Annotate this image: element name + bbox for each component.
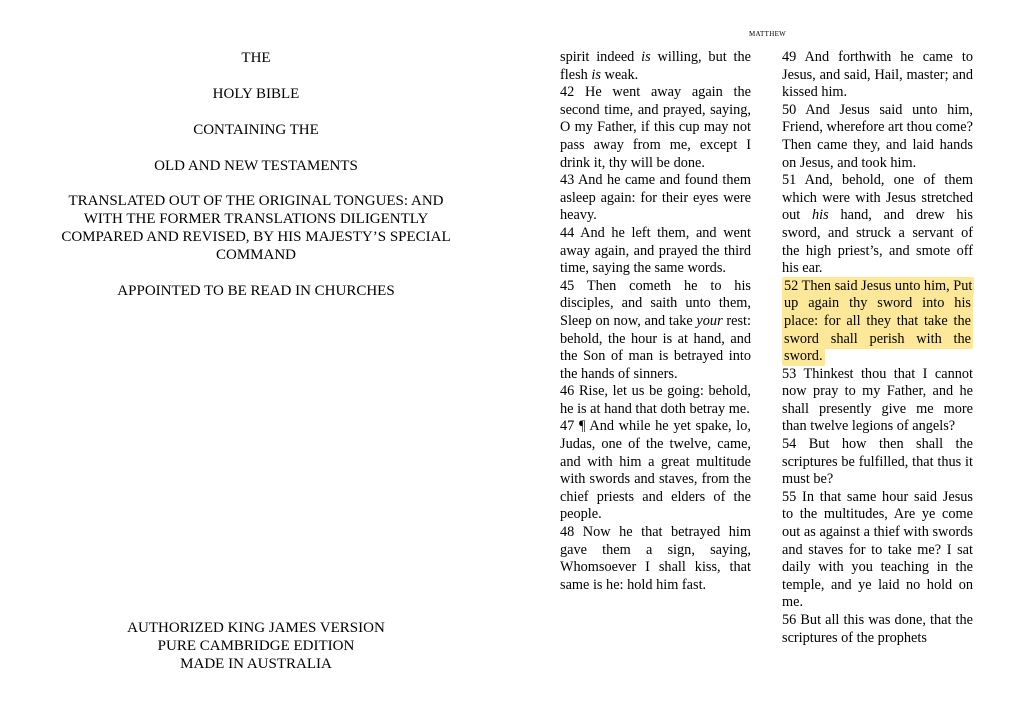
verse-44: 44 And he left them, and went away again, and prayed the third time, saying the same words.	[560, 224, 751, 277]
verse-41-end: spirit indeed is willing, but the flesh is weak.	[560, 49, 751, 83]
title-translated-line-3: COMPARED AND REVISED, BY HIS MAJESTY’S SPECIAL	[61, 229, 451, 245]
title-containing: CONTAINING THE	[193, 122, 319, 138]
title-testaments: OLD AND NEW TESTAMENTS	[154, 158, 358, 174]
verse-54: 54 But how then shall the scriptures be fulfilled, that thus it must be?	[782, 436, 973, 488]
text-column-right	[782, 49, 973, 647]
highlight-mark[interactable]: 52 Then said Jesus unto him, Put up again thy sword into his place: for all they that take the sword shall perish with the sword.	[784, 277, 973, 365]
verse-53: 53 Thinkest thou that I cannot now pray to my Father, and he shall presently give me more than twelve legions of angels?	[782, 365, 973, 435]
verse-56-start: 56 But all this was done, that the scriptures of the prophets	[782, 612, 973, 646]
verse-48: 48 Now he that betrayed him gave them a sign, saying, Whomsoever I shall kiss, that same is he: hold him fast.	[560, 524, 751, 593]
verse-55: 55 In that same hour said Jesus to the multitudes, Are ye come out as against a thief with swords and staves for to take me? I sat daily with you teaching in the temple, and ye laid no hold on me.	[782, 488, 973, 611]
title-appointed: APPOINTED TO BE READ IN CHURCHES	[117, 283, 395, 299]
title-holy-bible: HOLY BIBLE	[212, 86, 300, 102]
title-translated-line-2: WITH THE FORMER TRANSLATIONS DILIGENTLY	[83, 211, 429, 227]
title-the: THE	[241, 50, 271, 66]
verse-47: 47 ¶ And while he yet spake, lo, Judas, one of the twelve, came, and with him a great multitude with swords and staves, from the chief priests and elders of the people.	[560, 418, 751, 523]
text-page	[512, 0, 1023, 724]
verse-52-highlighted[interactable]	[782, 278, 973, 366]
verse-45: 45 Then cometh he to his disciples, and saith unto them, Sleep on now, and take your rest: behold, the hour is at hand, and the Son of man is betrayed into the hands of sinners.	[560, 277, 751, 382]
verse-42: 42 He went away again the second time, and prayed, saying, O my Father, if this cup may not pass away from me, except I drink it, thy will be done.	[560, 84, 751, 171]
verse-49: 49 And forthwith he came to Jesus, and said, Hail, master; and kissed him.	[782, 49, 973, 101]
title-translated-line-1: TRANSLATED OUT OF THE ORIGINAL TONGUES: AND	[68, 193, 444, 209]
title-translated-line-4: COMMAND	[215, 247, 296, 263]
text-column-left	[560, 49, 751, 594]
verse-43: 43 And he came and found them asleep again: for their eyes were heavy.	[560, 172, 751, 224]
footer-made-in: MADE IN AUSTRALIA	[180, 656, 332, 672]
verse-50: 50 And Jesus said unto him, Friend, wherefore art thou come? Then came they, and laid hands on Jesus, and took him.	[782, 101, 973, 171]
running-head: MATTHEW	[748, 30, 787, 38]
verse-51: 51 And, behold, one of them which were with Jesus stretched out his hand, and drew his sword, and struck a servant of the high priest’s, and smote off his ear.	[782, 172, 973, 277]
verse-46: 46 Rise, let us be going: behold, he is at hand that doth betray me.	[560, 383, 751, 417]
footer-authorized: AUTHORIZED KING JAMES VERSION	[127, 620, 385, 636]
footer-edition: PURE CAMBRIDGE EDITION	[157, 638, 355, 654]
